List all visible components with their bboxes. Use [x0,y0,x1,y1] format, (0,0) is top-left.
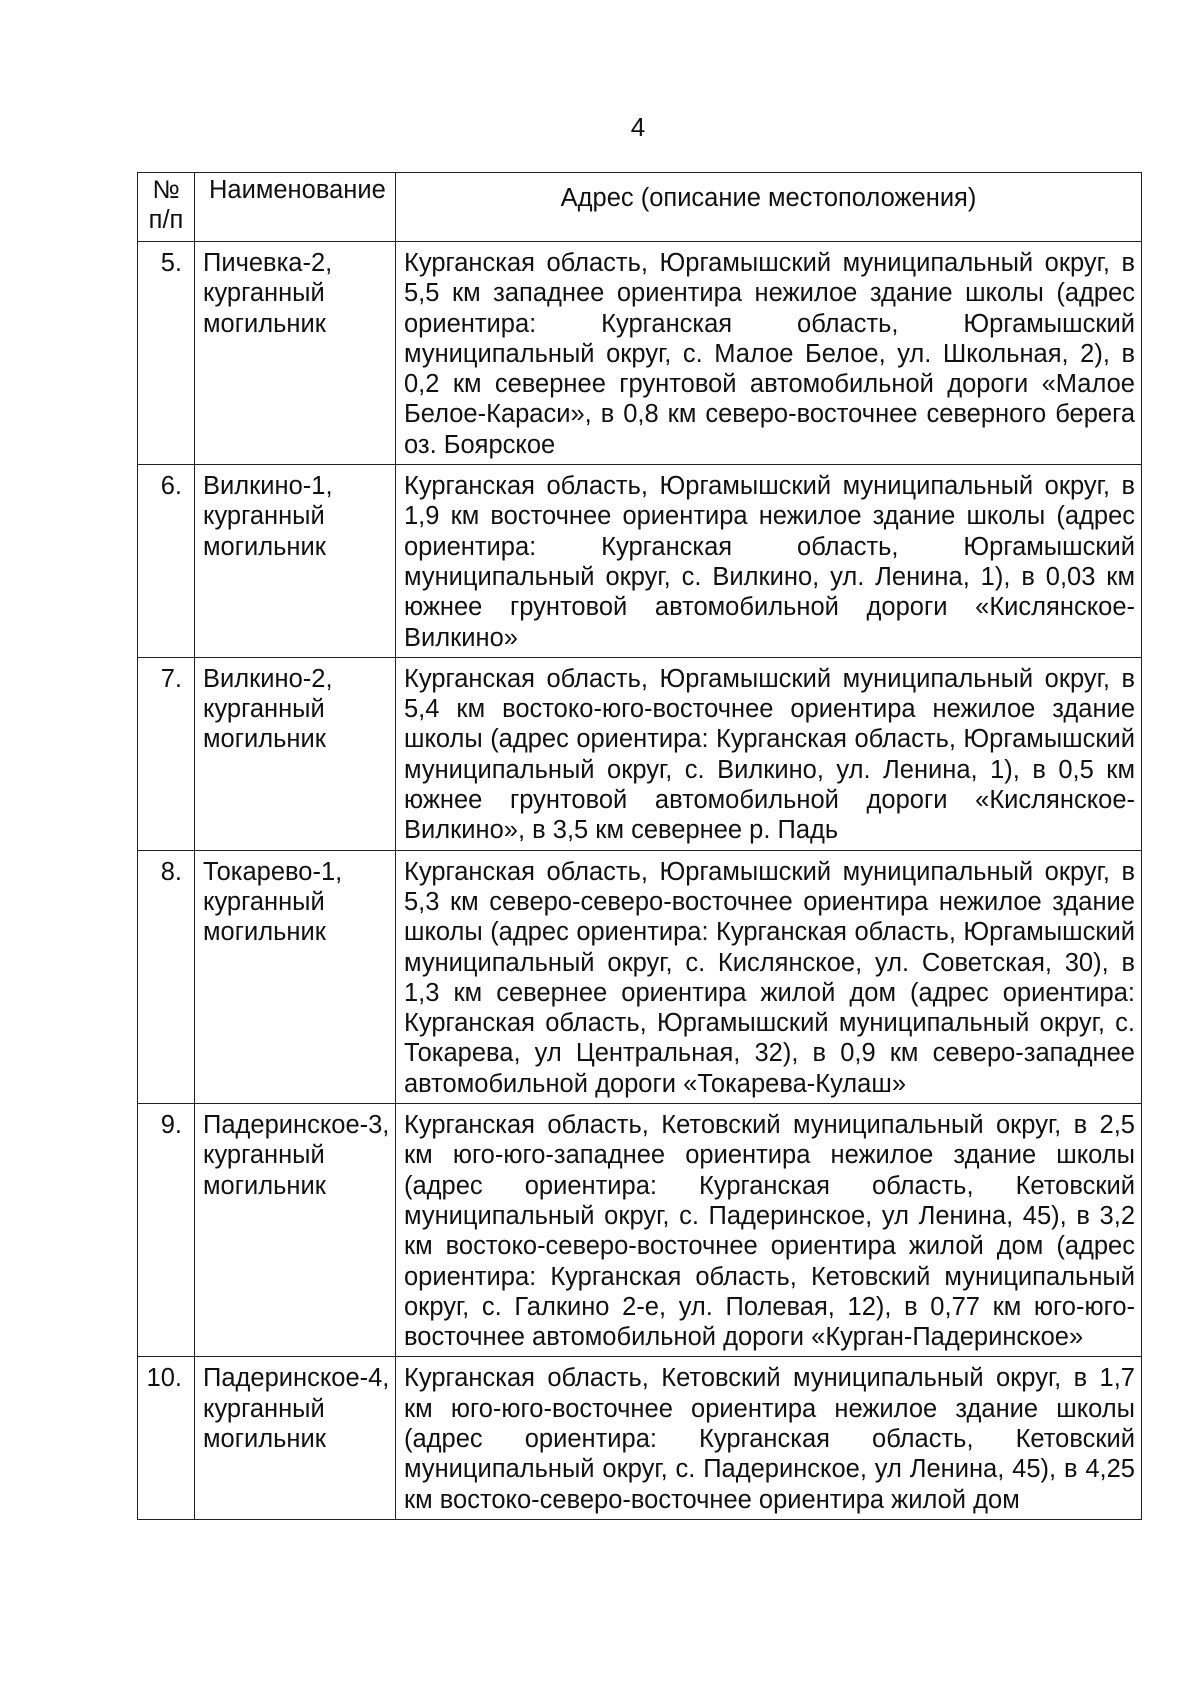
row-address: Курганская область, Юргамышский муниципальный округ, в 5,5 км западнее ориентира нежилое здание школы (адрес ориентира: Курганская область, Юргамышский муниципальный округ, с. Малое Белое, ул. Школьная, 2), в 0,2 км севернее грунтовой автомобильной дороги «Малое Белое-Караси», в 0,8 км северо-восточнее северного берега оз. Боярское [396,242,1142,465]
table-row [138,657,1142,850]
row-number: 5. [138,242,195,465]
row-number: 6. [138,465,195,658]
row-name: Токарево-1, курганный могильник [195,850,396,1103]
row-address: Курганская область, Юргамышский муниципальный округ, в 5,4 км востоко-юго-восточнее ориентира нежилое здание школы (адрес ориентира: Курганская область, Юргамышский муниципальный округ, с. Вилкино, ул. Ленина, 1), в 0,5 км южнее грунтовой автомобильной дороги «Кислянское-Вилкино», в 3,5 км севернее р. Падь [396,657,1142,850]
page-number: 4 [630,112,646,142]
row-number: 9. [138,1104,195,1357]
table-row [138,1104,1142,1357]
row-name: Вилкино-1, курганный могильник [195,465,396,658]
table-row [138,242,1142,465]
table-row [138,465,1142,658]
table-row [138,850,1142,1103]
table-header-row [138,173,1142,242]
header-address: Адрес (описание местоположения) [396,173,1142,242]
row-address: Курганская область, Кетовский муниципальный округ, в 1,7 км юго-юго-восточнее ориентира нежилое здание школы (адрес ориентира: Курганская область, Кетовский муниципальный округ, с. Падеринское, ул Ленина, 45), в 4,25 км востоко-северо-восточнее ориентира жилой дом [396,1357,1142,1519]
row-name: Вилкино-2, курганный могильник [195,657,396,850]
row-name: Пичевка-2, курганный могильник [195,242,396,465]
row-number: 8. [138,850,195,1103]
table-row [138,1357,1142,1519]
row-address: Курганская область, Кетовский муниципальный округ, в 2,5 км юго-юго-западнее ориентира нежилое здание школы (адрес ориентира: Курганская область, Кетовский муниципальный округ, с. Падеринское, ул Ленина, 45), в 3,2 км востоко-северо-восточнее ориентира жилой дом (адрес ориентира: Курганская область, Кетовский муниципальный округ, с. Галкино 2-е, ул. Полевая, 12), в 0,77 км юго-юго-восточнее автомобильной дороги «Курган-Падеринское» [396,1104,1142,1357]
header-number: № п/п [138,173,195,242]
row-address: Курганская область, Юргамышский муниципальный округ, в 1,9 км восточнее ориентира нежилое здание школы (адрес ориентира: Курганская область, Юргамышский муниципальный округ, с. Вилкино, ул. Ленина, 1), в 0,03 км южнее грунтовой автомобильной дороги «Кислянское-Вилкино» [396,465,1142,658]
registry-table [137,172,1142,1520]
row-number: 10. [138,1357,195,1519]
header-name: Наименование [195,173,396,242]
row-number: 7. [138,657,195,850]
row-name: Падеринское-3, курганный могильник [195,1104,396,1357]
row-address: Курганская область, Юргамышский муниципальный округ, в 5,3 км северо-северо-восточнее ориентира нежилое здание школы (адрес ориентира: Курганская область, Юргамышский муниципальный округ, с. Кислянское, ул. Советская, 30), в 1,3 км севернее ориентира жилой дом (адрес ориентира: Курганская область, Юргамышский муниципальный округ, с. Токарева, ул Центральная, 32), в 0,9 км северо-западнее автомобильной дороги «Токарева-Кулаш» [396,850,1142,1103]
row-name: Падеринское-4, курганный могильник [195,1357,396,1519]
